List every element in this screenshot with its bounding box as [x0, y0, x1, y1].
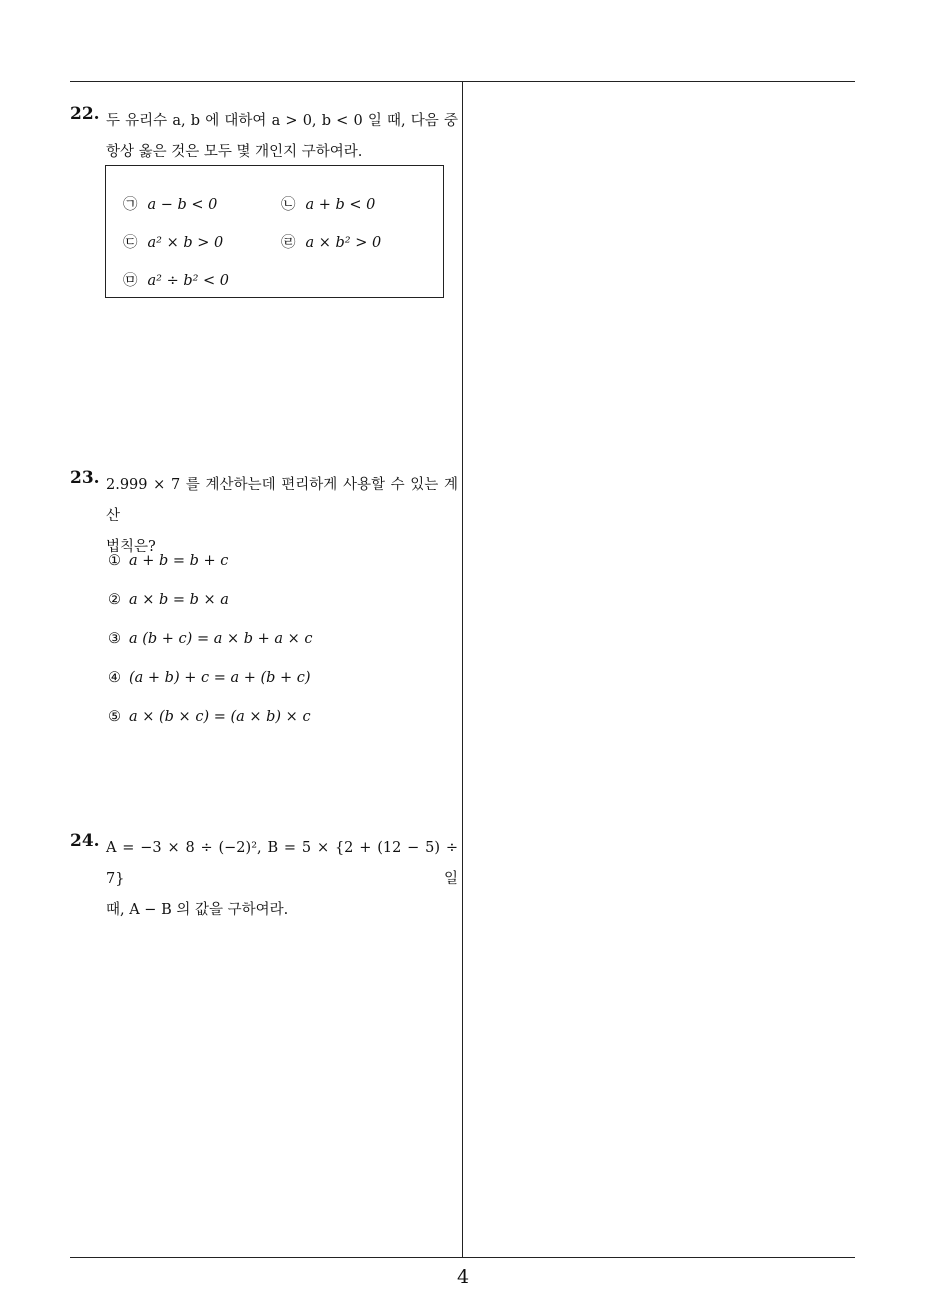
question-number: 23.	[70, 468, 100, 488]
choice-expression: a + b = b + c	[129, 553, 229, 569]
column-divider	[462, 82, 463, 1258]
item-marker: ㉡	[281, 197, 296, 213]
item-marker: ㉤	[123, 273, 138, 289]
choice-4[interactable]	[108, 670, 311, 686]
question-number: 24.	[70, 831, 100, 851]
question-line: 항상 옳은 것은 모두 몇 개인지 구하여라.	[106, 144, 363, 160]
choice-1[interactable]	[108, 553, 228, 569]
item-expression: a² ÷ b² < 0	[147, 273, 230, 289]
choice-marker: ⑤	[108, 709, 121, 725]
question-text	[106, 833, 458, 926]
page-number: 4	[456, 1266, 470, 1288]
box-item	[123, 193, 217, 214]
choice-expression: (a + b) + c = a + (b + c)	[129, 670, 311, 686]
conditions-box	[105, 165, 444, 298]
question-line: 2.999 × 7 를 계산하는데 편리하게 사용할 수 있는 계산	[106, 477, 458, 524]
box-item	[281, 231, 381, 252]
question-line: 두 유리수 a, b 에 대하여 a > 0, b < 0 일 때, 다음 중	[106, 113, 458, 129]
item-expression: a² × b > 0	[147, 235, 224, 251]
choice-expression: a (b + c) = a × b + a × c	[129, 631, 313, 647]
box-item	[123, 231, 223, 252]
question-text	[106, 470, 458, 563]
choice-marker: ③	[108, 631, 121, 647]
choice-expression: a × (b × c) = (a × b) × c	[129, 709, 311, 725]
item-marker: ㉢	[123, 235, 138, 251]
question-text	[106, 106, 458, 168]
item-expression: a + b < 0	[305, 197, 376, 213]
choice-3[interactable]	[108, 631, 313, 647]
item-expression: a × b² > 0	[305, 235, 382, 251]
choice-marker: ②	[108, 592, 121, 608]
question-line: 법칙은?	[106, 539, 156, 555]
choice-marker: ①	[108, 553, 121, 569]
question-number: 22.	[70, 104, 100, 124]
item-marker: ㉣	[281, 235, 296, 251]
box-item	[281, 193, 375, 214]
box-item	[123, 269, 229, 290]
question-line: A = −3 × 8 ÷ (−2)², B = 5 × {2 + (12 − 5) ÷ 7} 일	[106, 840, 458, 887]
item-expression: a − b < 0	[147, 197, 218, 213]
question-line: 때, A − B 의 값을 구하여라.	[106, 902, 289, 918]
choice-5[interactable]	[108, 709, 311, 725]
choice-marker: ④	[108, 670, 121, 686]
item-marker: ㉠	[123, 197, 138, 213]
choice-expression: a × b = b × a	[129, 592, 229, 608]
bottom-rule	[70, 1257, 855, 1258]
choice-2[interactable]	[108, 592, 229, 608]
